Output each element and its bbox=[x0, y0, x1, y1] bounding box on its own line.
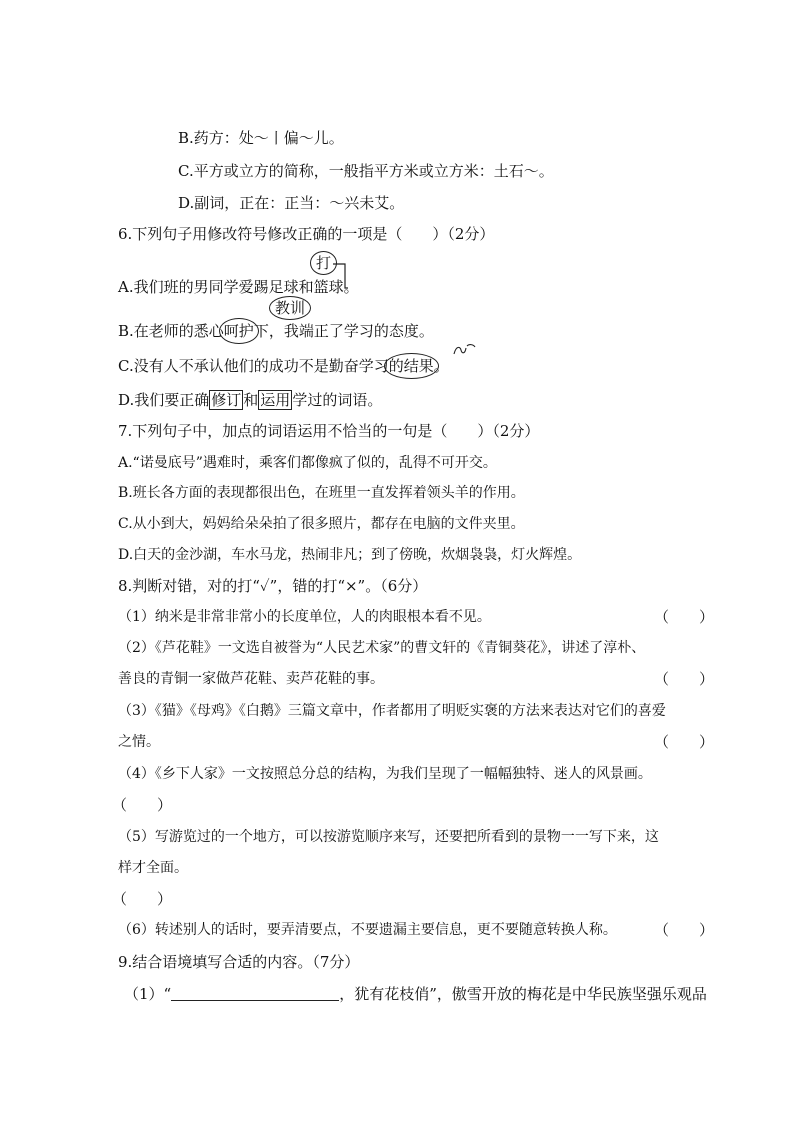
question-6: 6.下列句子用修改符号修改正确的一项是（ ）（2分） bbox=[118, 225, 495, 243]
q6d-text-1: D.我们要正确 bbox=[118, 391, 210, 409]
q7-option-a: A.“诺曼底号”遇难时，乘客们都像疯了似的，乱得不可开交。 bbox=[118, 455, 497, 471]
q7-option-b: B.班长各方面的表现都很出色，在班里一直发挥着领头羊的作用。 bbox=[118, 485, 525, 501]
q9-1-text-2: ，犹有花枝俏”，傲雪开放的梅花是中华民族坚强乐观品 bbox=[339, 985, 707, 1003]
q8-item-5-line-2: 样才全面。 bbox=[118, 860, 188, 876]
question-9: 9.结合语境填写合适的内容。（7分） bbox=[118, 953, 360, 971]
q6c-text-2: 。 bbox=[433, 357, 449, 375]
q8-item-6: （6）转述别人的话时，要弄清要点，不要遗漏主要信息，更不要随意转换人称。 bbox=[118, 922, 617, 938]
q8-item-3-line-1: （3）《猫》《母鸡》《白鹅》三篇文章中，作者都用了明贬实褒的方法来表达对它们的喜爱 bbox=[118, 703, 666, 719]
q8-item-3-line-2: 之情。 bbox=[118, 734, 160, 750]
option-b: B.药方：处～丨偏～儿。 bbox=[178, 129, 344, 147]
q6b-insert-text bbox=[275, 299, 305, 317]
answer-paren[interactable]: （ ） bbox=[112, 796, 173, 814]
q6-option-c bbox=[118, 356, 449, 376]
q8-item-4: （4）《乡下人家》一文按照总分总的结构，为我们呈现了一幅幅独特、迷人的风景画。 bbox=[118, 766, 652, 782]
answer-paren[interactable]: （ ） bbox=[112, 890, 173, 908]
question-7: 7.下列句子中，加点的词语运用不恰当的一句是（ ）（2分） bbox=[118, 422, 540, 440]
q8-item-5-line-1: （5）写游览过的一个地方，可以按游览顺序来写，还要把所看到的景物一一写下来，这 bbox=[118, 829, 659, 845]
option-d: D.副词，正在：正当：～兴未艾。 bbox=[178, 194, 405, 212]
insert-circle bbox=[275, 299, 305, 317]
question-8: 8.判断对错，对的打“✓”，错的打“×”。（6分） bbox=[118, 577, 428, 595]
replace-circle bbox=[224, 321, 254, 341]
answer-paren[interactable]: （ ） bbox=[654, 921, 715, 939]
q6d-text-3: 学过的词语。 bbox=[292, 391, 383, 409]
q6-option-a bbox=[118, 277, 359, 297]
q6d-text-2: 和 bbox=[243, 391, 259, 409]
insert-word: 打 bbox=[316, 254, 332, 272]
q6c-text-1: C.没有人不承认他们的成功不是勤奋学习 bbox=[118, 357, 389, 375]
q6a-text-2: 篮球。 bbox=[313, 278, 359, 296]
answer-paren[interactable]: （ ） bbox=[654, 608, 715, 626]
fill-blank[interactable] bbox=[171, 985, 339, 1001]
q9-1-text-1: （1）“ bbox=[124, 985, 172, 1003]
q6b-text-1: B.在老师的悉心 bbox=[118, 322, 224, 340]
delete-circle bbox=[389, 356, 434, 376]
q6-option-b bbox=[118, 321, 434, 341]
q8-item-2-line-2: 善良的青铜一家做芦花鞋、卖芦花鞋的事。 bbox=[118, 671, 384, 687]
circled-word: 呵护 bbox=[223, 322, 254, 340]
delete-mark-icon bbox=[452, 342, 478, 356]
answer-paren[interactable]: （ ） bbox=[654, 670, 715, 688]
boxed-word: 运用 bbox=[260, 391, 291, 409]
answer-paren[interactable]: （ ） bbox=[654, 733, 715, 751]
q8-item-2-line-1: （2）《芦花鞋》一文选自被誉为“人民艺术家”的曹文轩的《青铜葵花》，讲述了淳朴、 bbox=[118, 640, 646, 656]
boxed-word: 修订 bbox=[211, 391, 242, 409]
option-c: C.平方或立方的简称，一般指平方米或立方米：土石～。 bbox=[178, 162, 554, 180]
q7-option-d: D.白天的金沙湖，车水马龙，热闹非凡；到了傍晚，炊烟袅袅，灯火辉煌。 bbox=[118, 547, 582, 563]
q7-option-c: C.从小到大，妈妈给朵朵拍了很多照片，都存在电脑的文件夹里。 bbox=[118, 516, 525, 532]
q9-item-1 bbox=[124, 984, 707, 1004]
circled-word: 的结果 bbox=[388, 357, 434, 375]
q6-option-d bbox=[118, 390, 382, 410]
insert-word: 教训 bbox=[275, 299, 306, 317]
q6a-text-1: A.我们班的男同学爱踢足球和 bbox=[118, 278, 314, 296]
q6b-text-2: 下，我端正了学习的态度。 bbox=[253, 322, 434, 340]
q8-item-1: （1）纳米是非常非常小的长度单位，人的肉眼根本看不见。 bbox=[118, 609, 491, 625]
